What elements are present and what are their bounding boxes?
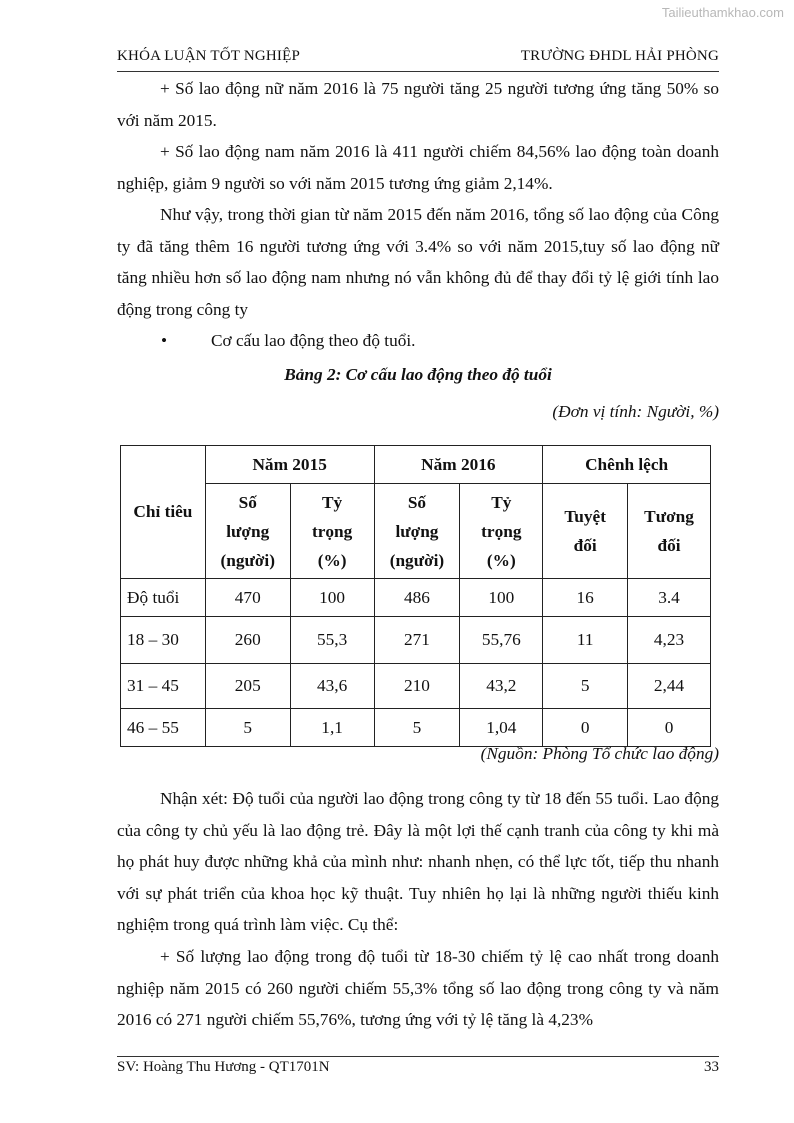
header-ty-trong-2016-l3: (%) [486,550,516,570]
cell-sl-2016: 271 [374,617,460,664]
cell-sl-2015: 470 [205,579,290,617]
header-so-luong-2016-l3: (người) [389,550,445,570]
cell-sl-2015: 205 [205,664,290,709]
cell-tt-2015: 55,3 [290,617,374,664]
cell-tt-2015: 43,6 [290,664,374,709]
cell-tuong-doi: 3.4 [628,579,711,617]
cell-tuyet-doi: 11 [543,617,628,664]
age-structure-table [120,445,711,747]
header-so-luong-2016 [374,484,460,579]
cell-tt-2016: 100 [460,579,543,617]
header-tuyet-doi-l1: Tuyệt [564,507,606,526]
table-row [121,579,711,617]
table-row [121,617,711,664]
paragraph-female-labor: + Số lao động nữ năm 2016 là 75 người tăng 25 người tương ứng tăng 50% so với năm 2015. [117,79,719,130]
cell-tt-2016: 1,04 [460,709,543,747]
header-tuong-doi-l1: Tương [644,507,694,526]
header-ty-trong-2016 [460,484,543,579]
footer-student: SV: Hoàng Thu Hương - QT1701N [117,1059,330,1075]
cell-tt-2015: 100 [290,579,374,617]
cell-tuyet-doi: 16 [543,579,628,617]
table-unit: (Đơn vị tính: Người, %) [552,402,719,421]
header-ty-trong-2015-l1: Tỷ [322,492,343,512]
paragraph-remark: Nhận xét: Độ tuổi của người lao động trong công ty từ 18 đến 55 tuổi. Lao động của công ty chủ yếu là lao động trẻ. Đây là một lợi thế cạnh tranh của công ty khi mà họ phát huy được những khả của mình như: nhanh nhẹn, có thể lực tốt, tiếp thu nhanh với sự phát triển của khoa học kỹ thuật. Tuy nhiên họ lại là những người thiếu kinh nghiệm trong quá trình làm việc. Cụ thể: [117,789,719,935]
header-divider [117,71,719,72]
watermark: Tailieuthamkhao.com [661,5,784,20]
row-label: Độ tuổi [121,579,206,617]
header-ty-trong-2015-l2: trọng [311,521,353,541]
header-so-luong-2016-l1: Số [407,492,427,512]
row-label: 46 – 55 [121,709,206,747]
header-year-2016: Năm 2016 [374,446,543,484]
cell-tt-2016: 43,2 [460,664,543,709]
header-so-luong-2015-l2: lượng [226,521,270,541]
cell-tuyet-doi: 5 [543,664,628,709]
page-header [117,48,719,65]
header-so-luong-2015-l3: (người) [220,550,275,570]
bullet-text: Cơ cấu lao động theo độ tuổi. [211,331,416,350]
cell-tuong-doi: 0 [628,709,711,747]
header-so-luong-2015-l1: Số [238,492,257,512]
header-tuong-doi-l2: đối [657,536,681,555]
footer-divider [117,1056,719,1057]
header-tuyet-doi [543,484,628,579]
header-tuyet-doi-l2: đối [573,536,597,555]
header-so-luong-2015 [205,484,290,579]
row-label: 18 – 30 [121,617,206,664]
paragraph-age-18-30: + Số lượng lao động trong độ tuổi từ 18-30 chiếm tỷ lệ cao nhất trong doanh nghiệp năm 2015 có 260 người chiếm 55,3% tổng số lao động trong công ty và năm 2016 có 271 người chiếm 55,76%, tương ứng với tỷ lệ tăng là 4,23% [117,947,719,1030]
header-so-luong-2016-l2: lượng [395,521,439,541]
paragraph-summary: Như vậy, trong thời gian từ năm 2015 đến năm 2016, tổng số lao động của Công ty đã tăng thêm 16 người tương ứng với 3.4% so với năm 2015,tuy số lao động nữ tăng nhiều hơn số lao động nam nhưng nó vẫn không đủ để thay đổi tỷ lệ giới tính lao động trong công ty [117,205,719,319]
header-tuong-doi [628,484,711,579]
header-year-2015: Năm 2015 [205,446,374,484]
table-row [121,709,711,747]
cell-sl-2015: 260 [205,617,290,664]
header-difference: Chênh lệch [543,446,711,484]
header-right: TRƯỜNG ĐHDL HẢI PHÒNG [520,48,719,64]
header-ty-trong-2016-l1: Tỷ [491,492,512,512]
header-ty-trong-2015-l3: (%) [317,550,347,570]
paragraph-male-labor: + Số lao động nam năm 2016 là 411 người chiếm 84,56% lao động toàn doanh nghiệp, giảm 9 người so với năm 2015 tương ứng giảm 2,14%. [117,142,719,193]
table-row [121,664,711,709]
cell-tuyet-doi: 0 [543,709,628,747]
cell-tt-2016: 55,76 [460,617,543,664]
cell-sl-2016: 210 [374,664,460,709]
header-ty-trong-2016-l2: trọng [481,521,522,541]
page-footer [117,1059,719,1076]
table-title: Bảng 2: Cơ cấu lao động theo độ tuổi [284,365,552,384]
header-ty-trong-2015 [290,484,374,579]
page-number: 33 [704,1059,719,1075]
bullet-marker: • [161,331,168,350]
cell-sl-2016: 5 [374,709,460,747]
header-left: KHÓA LUẬN TỐT NGHIỆP [117,48,301,64]
table-source: (Nguồn: Phòng Tổ chức lao động) [480,744,719,763]
cell-sl-2016: 486 [374,579,460,617]
cell-tuong-doi: 2,44 [628,664,711,709]
cell-tuong-doi: 4,23 [628,617,711,664]
cell-tt-2015: 1,1 [290,709,374,747]
cell-sl-2015: 5 [205,709,290,747]
row-label: 31 – 45 [121,664,206,709]
header-chi-tieu: Chỉ tiêu [121,446,206,579]
